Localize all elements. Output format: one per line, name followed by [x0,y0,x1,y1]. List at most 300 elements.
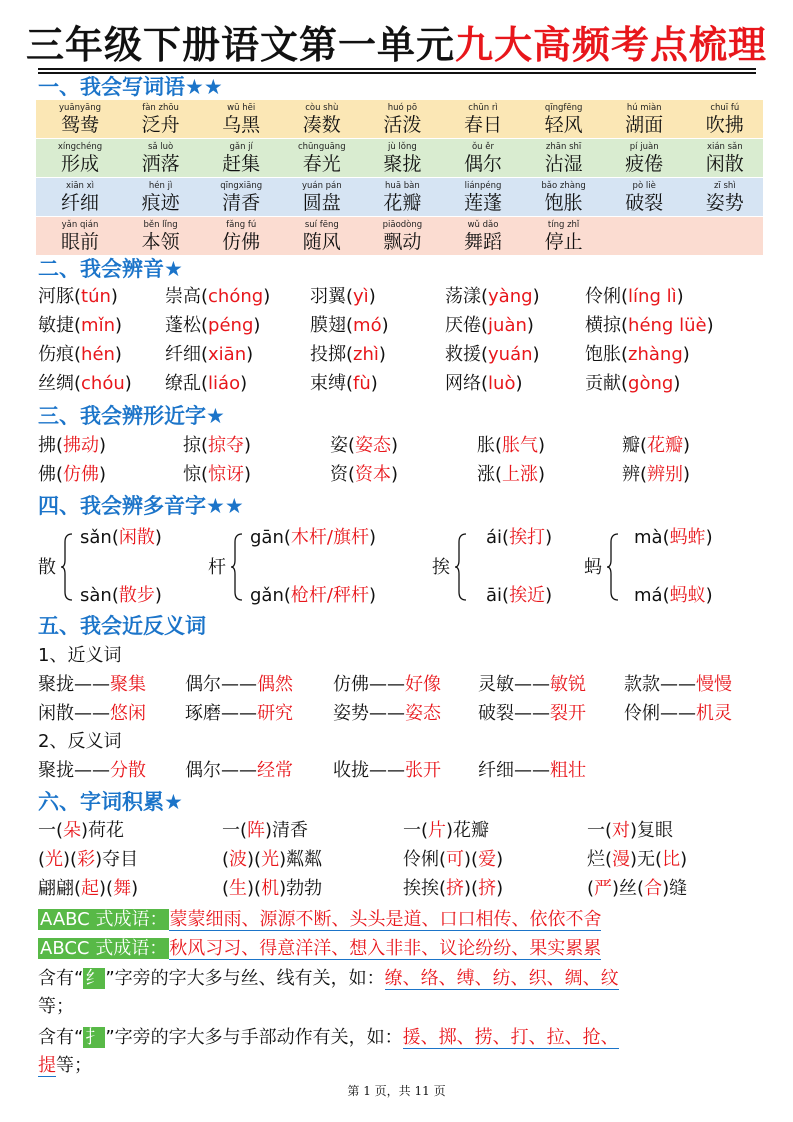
vocab-pinyin: tíng zhǐ [547,220,580,230]
pron-item: 荡漾(yàng) [445,286,540,307]
syn-word: 姿势 [333,703,369,724]
synonym-label: 1、近义词 [38,645,122,666]
syn-word: 破裂 [478,703,514,724]
vocab-cell [604,178,684,216]
phrase-item [222,876,322,902]
phrase-fill: 机 [261,878,280,899]
polyphone-word: 挨打 [509,527,546,548]
ant-pair [185,758,293,784]
dash: —— [369,674,405,695]
dash: —— [660,674,696,695]
vocab-cell [362,139,442,177]
shape-item: 佛(仿佛) [38,464,107,485]
shape-item: 拂(拂动) [38,435,107,456]
phrase-item [222,847,322,873]
pron-pinyin: juàn [488,315,527,336]
syn-word: 灵敏 [478,674,514,695]
section-heading-6: 六、字词积累★ [38,790,183,814]
dash: —— [221,760,257,781]
phrase-text: ) [496,849,504,870]
phrase-text: ) [680,849,688,870]
brace-icon [606,532,620,602]
shape-item: 胀(胀气) [477,435,546,456]
phrase-item [403,876,503,902]
vocab-cell [524,100,604,138]
syn-match: 偶然 [257,674,293,695]
pron-item: 饱胀(zhàng) [585,344,690,365]
pron-item: 伤痕(hén) [38,344,122,365]
vocab-cell [121,178,201,216]
page-footer: 第 1 页，共 11 页 [347,1084,446,1098]
pron-item: 蓬松(péng) [165,315,261,336]
phrase-item [587,818,673,844]
phrase-text: )夺目 [95,849,139,870]
pron-pinyin: fù [353,373,371,394]
brace-icon [454,532,468,602]
vocab-word: 飘动 [383,231,422,253]
syn-pair [478,701,586,727]
syn-word: 仿佛 [333,674,369,695]
dash: —— [369,760,405,781]
polyphone-pinyin: gǎn [250,585,284,606]
pron-item: 束缚(fù) [310,373,378,394]
dash: —— [221,674,257,695]
vocab-pinyin: bǎo zhàng [541,181,586,191]
vocab-cell [604,100,684,138]
ant-match: 张开 [405,760,441,781]
pron-pinyin: héng lüè [628,315,707,336]
pron-item: 伶俐(líng lì) [585,286,684,307]
vocab-cell [685,100,765,138]
vocab-word: 凑数 [302,114,341,136]
vocab-cell [524,217,604,255]
vocab-pinyin: qīngfēng [544,103,583,113]
vocab-pinyin: gǎn jí [229,142,253,152]
polyphone-pinyin: gān [250,527,284,548]
vocab-cell [443,217,523,255]
vocab-cell [121,100,201,138]
shape-char: 佛 [38,464,56,485]
vocab-word: 姿势 [705,192,744,214]
vocab-cell [362,178,442,216]
phrase-fill: 光 [45,849,64,870]
vocab-cell [524,178,604,216]
syn-pair [185,672,293,698]
section-heading-5: 五、我会近反义词 [38,614,206,638]
polyphone-pinyin: má [634,585,663,606]
ant-word: 纤细 [478,760,514,781]
pron-pinyin: liáo [208,373,241,394]
pron-pinyin: zhì [353,344,379,365]
antonym-label: 2、反义词 [38,731,122,752]
pron-word: 丝绸 [38,373,74,394]
phrase-text: )清香 [265,820,309,841]
pron-item: 厌倦(juàn) [445,315,534,336]
radical2-words2: 提 [38,1055,56,1076]
pron-item: 缭乱(liáo) [165,373,248,394]
section-heading-1: 一、我会写词语★★ [38,75,223,99]
shape-word: 拂动 [63,435,100,456]
phrase-text: )( [63,849,78,870]
phrase-text: 伶俐( [403,849,447,870]
vocab-word: 偶尔 [463,153,502,175]
phrase-item [403,847,503,873]
shape-char: 胀 [477,435,495,456]
radical1-pre: 含有“ [38,968,84,989]
syn-pair [333,701,441,727]
pron-word: 羽翼 [310,286,346,307]
pron-pinyin: chóu [81,373,125,394]
dash: —— [660,703,696,724]
pron-item: 崇高(chóng) [165,286,271,307]
pron-item: 横掠(héng lüè) [585,315,714,336]
phrase-text: 一( [403,820,429,841]
pron-item: 羽翼(yì) [310,286,376,307]
radical2-glyph: 扌 [85,1027,104,1048]
syn-pair [478,672,586,698]
shape-char: 瓣 [622,435,640,456]
phrase-text: ) [496,878,504,899]
phrase-text: 挨挨( [403,878,447,899]
phrase-fill: 生 [229,878,248,899]
phrase-fill: 波 [229,849,248,870]
vocab-word: 莲蓬 [463,192,502,214]
syn-pair [333,672,441,698]
pron-item: 膜翅(mó) [310,315,389,336]
pron-pinyin: mǐn [81,315,115,336]
polyphone-reading: gān(木杆/旗杆) [250,527,377,548]
shape-item: 资(资本) [330,464,399,485]
pron-item: 网络(luò) [445,373,523,394]
vocab-word: 随风 [302,231,341,253]
vocab-cell [282,100,362,138]
pron-word: 投掷 [310,344,346,365]
phrase-fill: 朵 [63,820,82,841]
polyphone-reading: āi(挨近) [486,585,553,606]
ant-match: 粗壮 [550,760,586,781]
vocab-word: 乌黑 [222,114,261,136]
phrase-text: 一( [587,820,613,841]
vocab-pinyin: pí juàn [629,142,659,152]
vocab-cell [40,139,120,177]
phrase-item [587,847,687,873]
vocab-cell [40,178,120,216]
vocab-word: 沾湿 [544,153,583,175]
phrase-item [403,818,489,844]
dash: —— [74,703,110,724]
syn-pair [38,672,146,698]
shape-word: 花瓣 [647,435,684,456]
ant-pair [38,758,146,784]
syn-pair [38,701,146,727]
pron-pinyin: tún [81,286,111,307]
pron-word: 贡献 [585,373,621,394]
shape-item: 掠(掠夺) [183,435,252,456]
syn-word: 聚拢 [38,674,74,695]
pron-item: 纤细(xiān) [165,344,254,365]
polyphone-pinyin: sàn [80,585,112,606]
pron-pinyin: péng [208,315,254,336]
vocab-word: 湖面 [625,114,664,136]
syn-match: 机灵 [696,703,732,724]
vocab-word: 仿佛 [222,231,261,253]
vocab-cell [685,139,765,177]
polyphone-word: 散步 [118,585,155,606]
ant-word: 偶尔 [185,760,221,781]
aabc-label: AABC 式成语： [40,909,168,930]
polyphone-reading: ái(挨打) [486,527,553,548]
vocab-pinyin: yuán pán [301,181,342,191]
pron-pinyin: yuán [488,344,533,365]
radical1-words: 缭、络、缚、纺、织、绸、纹 [384,968,619,989]
polyphone-reading: sàn(散步) [80,585,162,606]
vocab-pinyin: chūn rì [468,103,498,113]
phrase-text: ( [38,849,46,870]
vocab-pinyin: xiān xì [65,181,95,191]
vocab-word: 纤细 [60,192,99,214]
ant-word: 聚拢 [38,760,74,781]
phrase-fill: 爱 [478,849,497,870]
syn-match: 慢慢 [696,674,732,695]
vocab-word: 舞蹈 [463,231,502,253]
radical2-pre: 含有“ [38,1027,84,1048]
phrase-text: )花瓣 [446,820,490,841]
shape-item: 辨(辨别) [622,464,691,485]
vocab-cell [362,217,442,255]
syn-match: 裂开 [550,703,586,724]
vocab-cell [121,139,201,177]
vocab-pinyin: qīngxiāng [220,181,263,191]
polyphone-reading: sǎn(闲散) [80,527,162,548]
vocab-word: 圆盘 [302,192,341,214]
radical-note-silk [38,966,619,992]
radical2-cont [38,1053,92,1079]
phrase-text: 一( [222,820,248,841]
pron-pinyin: luò [488,373,516,394]
vocab-word: 痕迹 [141,192,180,214]
ant-match: 分散 [110,760,146,781]
phrase-fill: 片 [428,820,447,841]
polyphone-word: 蚂蚁 [669,585,706,606]
syn-match: 聚集 [110,674,146,695]
vocab-word: 本领 [141,231,180,253]
title-rule [38,68,756,70]
vocab-cell [40,217,120,255]
dash: —— [514,760,550,781]
pron-word: 厌倦 [445,315,481,336]
phrase-fill: 舞 [113,878,132,899]
pron-word: 崇高 [165,286,201,307]
ant-pair [478,758,586,784]
title-part2: 九大高频考点梳理 [455,23,768,67]
pron-word: 束缚 [310,373,346,394]
phrase-text: )( [99,878,114,899]
phrase-text: )( [464,878,479,899]
brace-icon [230,532,244,602]
phrase-text: 一( [38,820,64,841]
radical2-tail: 等； [56,1055,92,1076]
shape-word: 上涨 [502,464,539,485]
section-heading-3: 三、我会辨形近字★ [38,404,225,428]
pron-item: 河豚(tún) [38,286,118,307]
polyphone-reading: gǎn(枪杆/秤杆) [250,585,377,606]
shape-word: 掠夺 [208,435,245,456]
vocab-pinyin: ǒu ěr [471,142,494,152]
vocab-pinyin: chuī fú [710,103,740,113]
vocab-pinyin: jù lǒng [387,142,417,152]
dash: —— [369,703,405,724]
syn-match: 敏锐 [550,674,586,695]
dash: —— [74,674,110,695]
shape-char: 姿 [330,435,348,456]
phrase-fill: 合 [644,878,663,899]
radical2-words: 援、掷、捞、打、拉、抢、 [402,1027,619,1048]
abcc-words: 秋风习习、得意洋洋、想入非非、议论纷纷、果实累累 [169,938,602,959]
vocab-row [36,139,763,177]
shape-item: 姿(姿态) [330,435,399,456]
vocab-row [36,100,763,138]
vocab-word: 赶集 [222,153,261,175]
vocab-word: 春日 [463,114,502,136]
phrase-item [38,818,124,844]
pron-item: 丝绸(chóu) [38,373,132,394]
vocab-row [36,178,763,216]
vocab-pinyin: sǎ luò [147,142,174,152]
ant-word: 收拢 [333,760,369,781]
shape-char: 涨 [477,464,495,485]
shape-char: 辨 [622,464,640,485]
pron-item: 敏捷(mǐn) [38,315,123,336]
vocab-word: 泛舟 [141,114,180,136]
phrase-fill: 彩 [77,849,96,870]
polyphone-char: 杆 [208,557,226,578]
vocab-word: 形成 [60,153,99,175]
polyphone-word: 蚂蚱 [669,527,706,548]
pron-pinyin: xiān [208,344,247,365]
polyphone-pinyin: āi [486,585,503,606]
phrase-text: )丝( [612,878,645,899]
phrase-fill: 对 [612,820,631,841]
phrase-item [222,818,308,844]
vocab-cell [524,139,604,177]
phrase-text: )勃勃 [279,878,323,899]
vocab-word: 疲倦 [625,153,664,175]
vocab-word: 闲散 [705,153,744,175]
phrase-text: 烂( [587,849,613,870]
phrase-text: )( [464,849,479,870]
vocab-word: 花瓣 [383,192,422,214]
vocab-cell [685,178,765,216]
vocab-pinyin: zī shì [713,181,736,191]
shape-word: 姿态 [355,435,392,456]
vocab-cell [443,100,523,138]
pron-pinyin: hén [81,344,115,365]
aabc-idioms [38,907,601,933]
polyphone-pinyin: ái [486,527,503,548]
phrase-fill: 光 [261,849,280,870]
vocab-pinyin: fǎng fú [226,220,257,230]
vocab-pinyin: huā bàn [385,181,420,191]
shape-word: 惊讶 [208,464,245,485]
phrase-text: ) [131,878,139,899]
pron-word: 伤痕 [38,344,74,365]
syn-match: 好像 [405,674,441,695]
vocab-cell [201,217,281,255]
vocab-pinyin: pò liè [632,181,656,191]
section-heading-4: 四、我会辨多音字★★ [38,494,244,518]
pron-word: 横掠 [585,315,621,336]
syn-word: 偶尔 [185,674,221,695]
shape-word: 资本 [355,464,392,485]
vocab-pinyin: piāodòng [382,220,423,230]
vocab-cell [443,178,523,216]
vocab-word: 轻风 [544,114,583,136]
phrase-text: ( [222,849,230,870]
phrase-item [38,876,138,902]
vocab-pinyin: còu shù [305,103,339,113]
phrase-fill: 阵 [247,820,266,841]
pron-pinyin: chóng [208,286,264,307]
shape-word: 辨别 [647,464,684,485]
vocab-pinyin: hú miàn [626,103,662,113]
vocab-pinyin: běn lǐng [143,220,178,230]
phrase-item [587,876,687,902]
dash: —— [74,760,110,781]
phrase-fill: 挤 [446,878,465,899]
brace-icon [60,532,74,602]
phrase-text: )缝 [662,878,688,899]
vocab-pinyin: chūnguāng [297,142,346,152]
vocab-cell [362,100,442,138]
pron-word: 河豚 [38,286,74,307]
dash: —— [514,703,550,724]
syn-match: 研究 [257,703,293,724]
vocab-cell [604,139,684,177]
shape-char: 掠 [183,435,201,456]
vocab-word: 破裂 [625,192,664,214]
phrase-text: )( [247,849,262,870]
syn-pair [624,672,732,698]
polyphone-word: 木杆/旗杆 [290,527,369,548]
dash: —— [514,674,550,695]
vocab-word: 春光 [302,153,341,175]
vocab-pinyin: xián sǎn [706,142,743,152]
vocab-word: 停止 [544,231,583,253]
title-part1: 三年级下册语文第一单元 [25,23,455,67]
pron-word: 饱胀 [585,344,621,365]
vocab-pinyin: zhān shī [545,142,582,152]
pron-pinyin: mó [353,315,382,336]
ant-pair [333,758,441,784]
vocab-pinyin: fàn zhōu [142,103,179,113]
vocab-pinyin: xíngchéng [57,142,103,152]
shape-item: 涨(上涨) [477,464,546,485]
vocab-cell [201,139,281,177]
polyphone-pinyin: sǎn [80,527,112,548]
aabc-words: 蒙蒙细雨、源源不断、头头是道、口口相传、依依不舍 [169,909,602,930]
phrase-fill: 起 [81,878,100,899]
vocab-pinyin: wū hēi [227,103,256,113]
radical1-glyph: 纟 [85,968,104,989]
vocab-cell [201,100,281,138]
radical1-mid: ”字旁的字大多与丝、线有关，如： [105,968,385,989]
pron-pinyin: yì [353,286,369,307]
phrase-text: )无( [630,849,663,870]
section-heading-2: 二、我会辨音★ [38,257,183,281]
vocab-cell [282,217,362,255]
vocab-word: 清香 [222,192,261,214]
pron-word: 纤细 [165,344,201,365]
